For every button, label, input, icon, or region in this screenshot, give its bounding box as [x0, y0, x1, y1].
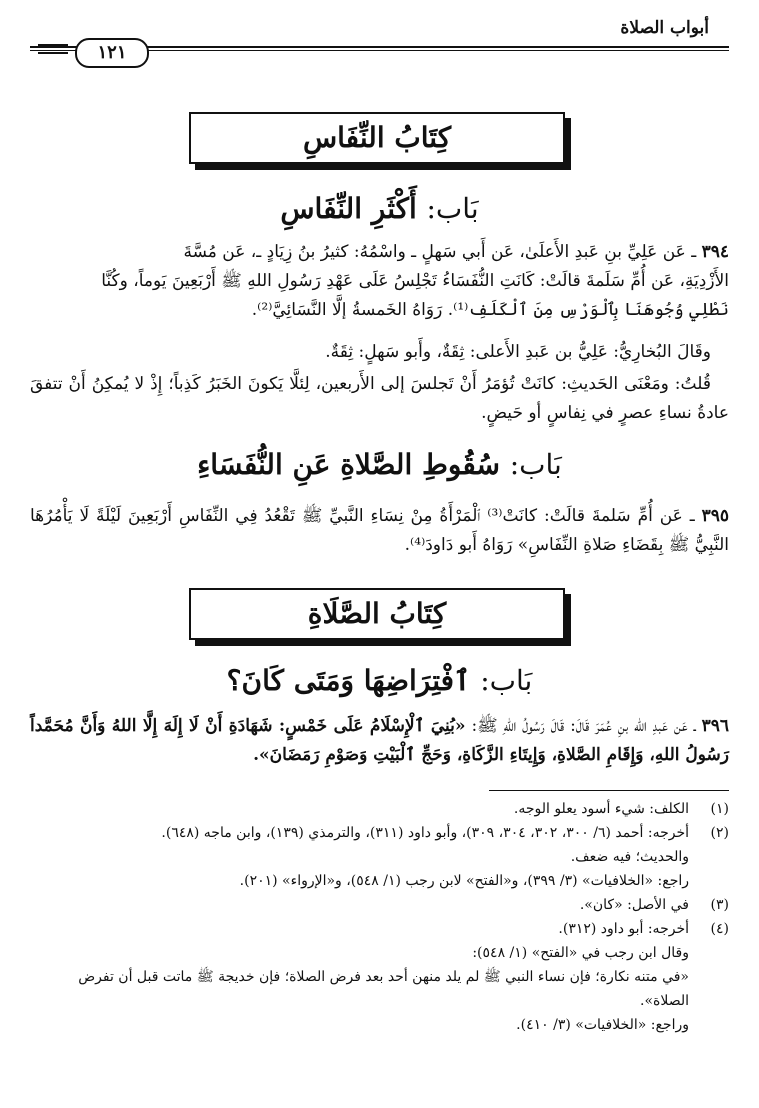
footnote-text: الكلف: شيء أسود يعلو الوجه.: [513, 801, 689, 817]
footnote: [30, 821, 729, 845]
footnote: [30, 893, 729, 917]
footnote-continuation: [30, 869, 729, 893]
hadith-number: ٣٩٤: [701, 242, 729, 262]
footnote-number: [689, 941, 729, 965]
chapter-heading-3: [30, 664, 729, 697]
footnote-number: [689, 1013, 729, 1037]
hadith-number: ٣٩٥: [701, 506, 729, 526]
hadith-line: نَطْلِي وُجُوهَنَا بِٱلْوَرْسِ مِنَ ٱلْكَلَفِ⁽¹⁾. رَوَاهُ الخَمسةُ إلَّا النَّسَائِيَّ⁽²⁾.: [251, 300, 729, 320]
footnote-continuation: [30, 1013, 729, 1037]
hadith-text: ـ عَن عَلِيِّ بنِ عَبدِ الأَعلَىٰ، عَن أَبي سَهلٍ ـ واسْمُهُ: كثيرُ بنُ زِيَادٍ ـ، عَن مُسَّةَ: [183, 242, 697, 262]
footnote-number: (٢): [710, 825, 729, 841]
chapter-label: بَاب:: [480, 664, 533, 697]
footnote-number: (٤): [710, 921, 729, 937]
running-title: أبواب الصلاة: [620, 18, 709, 38]
footnote-text: أخرجه: أبو داود (٣١٢).: [558, 921, 689, 937]
footnote-continuation: [30, 845, 729, 869]
chapter-heading-1: [30, 192, 729, 225]
footnote-number: [689, 965, 729, 1013]
footnote-number: [689, 845, 729, 869]
footnote-text: والحديث؛ فيه ضعف.: [570, 849, 689, 865]
footnote-text: وقال ابن رجب في «الفتح» (١/ ٥٤٨):: [472, 945, 689, 961]
footnote-divider: [489, 790, 729, 791]
footnote-text: أخرجه: أحمد (٦/ ٣٠٠، ٣٠٢، ٣٠٤، ٣٠٩)، وأبو داود (٣١١)، والترمذي (١٣٩)، وابن ماجه (٦٤٨).: [161, 825, 689, 841]
hadith-text: ـ عَن عَبدِ الله بنِ عُمَرَ قَالَ: قَالَ رَسُولُ اللهِ ﷺ:: [471, 716, 696, 736]
header-ornament: [38, 44, 68, 54]
chapter-title: سُقُوطِ الصَّلاةِ عَنِ النُّفَسَاءِ: [197, 448, 500, 481]
chapter-title: أَكْثَرِ النِّفَاسِ: [280, 192, 417, 225]
footnote-number: (٣): [710, 897, 729, 913]
footnote-text: «في متنه نكارة؛ فإن نساء النبي ﷺ لم يلد منهن أحد بعد فرض الصلاة؛ فإن خديجة ﷺ ماتت قبل أن تفرض الصلاة».: [78, 969, 689, 1009]
hadith-number: ٣٩٦: [701, 716, 730, 736]
footnote-number: [689, 869, 729, 893]
footnote-text: في الأصل: «كان».: [579, 897, 689, 913]
footnote-continuation: [30, 941, 729, 965]
author-comment: قُلتُ: ومَعْنَى الحَديثِ: كانَتْ تُؤمَرُ أَنْ تَجلسَ إلى الأَربعين، لِئلَّا يَكونَ الخَبَرُ كَذِباً؛ إِذْ لا يُمكِنُ أَنْ تتفقَ عادةُ نساءِ عصرٍ في نِفاسٍ أو حَيضٍ.: [30, 374, 729, 423]
footnote-continuation: [30, 965, 729, 1013]
footnote-text: وراجع: «الخلافيات» (٣/ ٤١٠).: [516, 1017, 689, 1033]
page-number: ١٢١: [75, 38, 149, 68]
footnote: [30, 797, 729, 821]
footnote: [30, 917, 729, 941]
hadith-396: [30, 712, 729, 770]
hadith-quote: «بُنِيَ ٱلْإِسْلَامُ عَلَى خَمْسٍ: شَهَادَةِ أَنْ لَا إِلَهَ إِلَّا اللهُ وَأَنَّ مُحَمَّداً رَسُولُ اللهِ، وَإِقَامِ الصَّلاةِ، وَإِيتَاءِ الزَّكَاةِ، وَحَجِّ ٱلْبَيْتِ وَصَوْمِ رَمَضَانَ».: [30, 716, 729, 765]
footnote-text: راجع: «الخلافيات» (٣/ ٣٩٩)، و«الفتح» لابن رجب (١/ ٥٤٨)، و«الإرواء» (٢٠١).: [239, 873, 689, 889]
footnotes: [30, 797, 729, 1037]
hadith-text: ـ عَن أُمِّ سَلمةَ قالَتْ: كانَتْ⁽³⁾ ٱلْمَرْأَةُ مِنْ نِسَاءِ النَّبيِّ ﷺ تَقْعُدُ فِي النِّفَاسِ أَرْبَعِينَ لَيْلَةً لَا يَأْمُرُهَا النَّبِيُّ ﷺ بِقَضَاءِ صَلاةِ النِّفَاسِ» رَوَاهُ أَبو دَاودَ⁽⁴⁾.: [30, 506, 729, 555]
chapter-label: بَاب:: [509, 448, 562, 481]
book-title-nifas: كِتَابُ النِّفَاسِ: [189, 112, 565, 164]
hadith-line: [30, 238, 729, 267]
hadith-395: [30, 502, 729, 560]
chapter-title: ٱفْتِرَاضِهَا وَمَتَى كَانَ؟: [226, 664, 471, 697]
hadith-394: [30, 238, 729, 325]
chapter-label: بَاب:: [426, 192, 479, 225]
hadith-line: الأَزْدِيَةِ، عَن أُمِّ سَلَمةَ قالَتْ: كَانَتِ النُّفَسَاءُ تَجْلِسُ عَلَى عَهْدِ رَسُولِ اللهِ ﷺ أَرْبَعِينَ يَوماً، وكُنَّا: [101, 271, 729, 291]
chapter-heading-2: [30, 448, 729, 481]
bukhari-note: وقَالَ البُخارِيُّ: عَلِيُّ بن عَبدِ الأَعلى: ثِقَةٌ، وأَبو سَهلٍ: ثِقَةٌ.: [325, 342, 711, 362]
book-title-salah: كِتَابُ الصَّلَاةِ: [189, 588, 565, 640]
footnote-number: (١): [710, 801, 729, 817]
